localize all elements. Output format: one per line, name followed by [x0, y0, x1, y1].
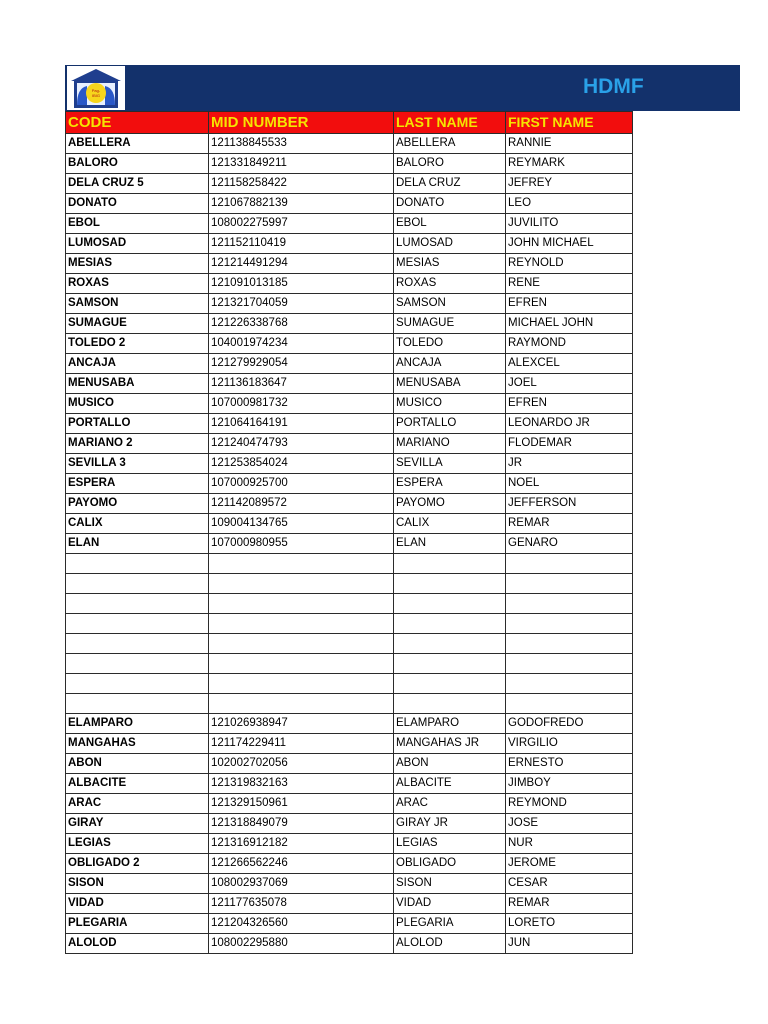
last-name-cell[interactable]: MENUSABA	[394, 374, 506, 394]
table-row	[66, 294, 633, 314]
last-name-cell[interactable]	[394, 634, 506, 654]
first-name-cell[interactable]	[506, 674, 633, 694]
first-name-cell[interactable]: NUR	[506, 834, 633, 854]
first-name-cell[interactable]: JR	[506, 454, 633, 474]
table-row	[66, 894, 633, 914]
table-row	[66, 734, 633, 754]
table-row	[66, 654, 633, 674]
table-row	[66, 254, 633, 274]
first-name-cell[interactable]: EFREN	[506, 294, 633, 314]
first-name-cell[interactable]: JUN	[506, 934, 633, 954]
mid-number-cell[interactable]: 121138845533	[209, 134, 394, 154]
first-name-cell[interactable]: LEONARDO JR	[506, 414, 633, 434]
column-header-mid-number[interactable]: MID NUMBER	[209, 112, 394, 134]
mid-number-cell[interactable]: 121316912182	[209, 834, 394, 854]
mid-number-cell[interactable]	[209, 634, 394, 654]
mid-number-cell[interactable]	[209, 614, 394, 634]
first-name-cell[interactable]	[506, 634, 633, 654]
code-cell[interactable]: SISON	[66, 874, 209, 894]
table-row	[66, 574, 633, 594]
code-cell[interactable]: LUMOSAD	[66, 234, 209, 254]
table-row	[66, 594, 633, 614]
logo-text-line2: IBIG	[91, 93, 101, 98]
table-row	[66, 534, 633, 554]
mid-number-cell[interactable]: 121174229411	[209, 734, 394, 754]
first-name-cell[interactable]: FLODEMAR	[506, 434, 633, 454]
last-name-cell[interactable]	[394, 674, 506, 694]
code-cell[interactable]: ANCAJA	[66, 354, 209, 374]
code-cell[interactable]: DELA CRUZ 5	[66, 174, 209, 194]
code-cell[interactable]: ABELLERA	[66, 134, 209, 154]
table-row	[66, 494, 633, 514]
first-name-cell[interactable]	[506, 654, 633, 674]
mid-number-cell[interactable]: 121177635078	[209, 894, 394, 914]
mid-number-cell[interactable]: 121158258422	[209, 174, 394, 194]
mid-number-cell[interactable]: 121321704059	[209, 294, 394, 314]
pag-ibig-logo-icon	[67, 66, 125, 110]
code-cell[interactable]: TOLEDO 2	[66, 334, 209, 354]
first-name-cell[interactable]: REYMARK	[506, 154, 633, 174]
last-name-cell[interactable]: ALOLOD	[394, 934, 506, 954]
table-row	[66, 614, 633, 634]
last-name-cell[interactable]: ARAC	[394, 794, 506, 814]
mid-number-cell[interactable]: 109004134765	[209, 514, 394, 534]
code-cell[interactable]: ABON	[66, 754, 209, 774]
mid-number-cell[interactable]: 121331849211	[209, 154, 394, 174]
code-cell[interactable]	[66, 634, 209, 654]
mid-number-cell[interactable]: 121318849079	[209, 814, 394, 834]
first-name-cell[interactable]	[506, 554, 633, 574]
last-name-cell[interactable]: ALBACITE	[394, 774, 506, 794]
mid-number-cell[interactable]: 121240474793	[209, 434, 394, 454]
mid-number-cell[interactable]: 121214491294	[209, 254, 394, 274]
table-row	[66, 174, 633, 194]
table-row	[66, 854, 633, 874]
code-cell[interactable]: MANGAHAS	[66, 734, 209, 754]
first-name-cell[interactable]: RAYMOND	[506, 334, 633, 354]
first-name-cell[interactable]: RANNIE	[506, 134, 633, 154]
code-cell[interactable]	[66, 554, 209, 574]
first-name-cell[interactable]: LEO	[506, 194, 633, 214]
code-cell[interactable]: PLEGARIA	[66, 914, 209, 934]
code-cell[interactable]	[66, 574, 209, 594]
first-name-cell[interactable]: REYMOND	[506, 794, 633, 814]
mid-number-cell[interactable]: 121067882139	[209, 194, 394, 214]
table-row	[66, 814, 633, 834]
mid-number-cell[interactable]: 102002702056	[209, 754, 394, 774]
column-header-last-name[interactable]: LAST NAME	[394, 112, 506, 134]
table-row	[66, 474, 633, 494]
last-name-cell[interactable]: SAMSON	[394, 294, 506, 314]
first-name-cell[interactable]: REMAR	[506, 514, 633, 534]
member-table	[65, 111, 633, 954]
last-name-cell[interactable]: MESIAS	[394, 254, 506, 274]
last-name-cell[interactable]: LEGIAS	[394, 834, 506, 854]
table-row	[66, 374, 633, 394]
first-name-cell[interactable]: GENARO	[506, 534, 633, 554]
code-cell[interactable]: VIDAD	[66, 894, 209, 914]
last-name-cell[interactable]: OBLIGADO	[394, 854, 506, 874]
code-cell[interactable]: ROXAS	[66, 274, 209, 294]
last-name-cell[interactable]: PAYOMO	[394, 494, 506, 514]
logo-text-line1: Pag-	[91, 88, 101, 93]
code-cell[interactable]: ELAN	[66, 534, 209, 554]
mid-number-cell[interactable]: 121064164191	[209, 414, 394, 434]
table-row	[66, 674, 633, 694]
first-name-cell[interactable]: EFREN	[506, 394, 633, 414]
first-name-cell[interactable]: JEFREY	[506, 174, 633, 194]
table-row	[66, 694, 633, 714]
mid-number-cell[interactable]: 121329150961	[209, 794, 394, 814]
first-name-cell[interactable]: REYNOLD	[506, 254, 633, 274]
first-name-cell[interactable]: VIRGILIO	[506, 734, 633, 754]
table-row	[66, 634, 633, 654]
code-cell[interactable]: CALIX	[66, 514, 209, 534]
table-row	[66, 394, 633, 414]
first-name-cell[interactable]: JEFFERSON	[506, 494, 633, 514]
mid-number-cell[interactable]: 121142089572	[209, 494, 394, 514]
table-row	[66, 234, 633, 254]
first-name-cell[interactable]: JIMBOY	[506, 774, 633, 794]
mid-number-cell[interactable]: 121226338768	[209, 314, 394, 334]
code-cell[interactable]	[66, 674, 209, 694]
code-cell[interactable]: ALBACITE	[66, 774, 209, 794]
code-cell[interactable]: SEVILLA 3	[66, 454, 209, 474]
table-row	[66, 774, 633, 794]
last-name-cell[interactable]: ROXAS	[394, 274, 506, 294]
mid-number-cell[interactable]: 108002275997	[209, 214, 394, 234]
table-row	[66, 134, 633, 154]
table-row	[66, 714, 633, 734]
column-header-first-name[interactable]: FIRST NAME	[506, 112, 633, 134]
table-row	[66, 794, 633, 814]
first-name-cell[interactable]: NOEL	[506, 474, 633, 494]
mid-number-cell[interactable]: 104001974234	[209, 334, 394, 354]
last-name-cell[interactable]: ESPERA	[394, 474, 506, 494]
last-name-cell[interactable]: LUMOSAD	[394, 234, 506, 254]
mid-number-cell[interactable]: 121279929054	[209, 354, 394, 374]
last-name-cell[interactable]: PLEGARIA	[394, 914, 506, 934]
mid-number-cell[interactable]: 121253854024	[209, 454, 394, 474]
banner-title: HDMF	[583, 75, 644, 98]
code-cell[interactable]: ESPERA	[66, 474, 209, 494]
code-cell[interactable]: BALORO	[66, 154, 209, 174]
mid-number-cell[interactable]: 121026938947	[209, 714, 394, 734]
first-name-cell[interactable]: REMAR	[506, 894, 633, 914]
first-name-cell[interactable]	[506, 614, 633, 634]
code-cell[interactable]: MENUSABA	[66, 374, 209, 394]
first-name-cell[interactable]: ERNESTO	[506, 754, 633, 774]
mid-number-cell[interactable]	[209, 574, 394, 594]
code-cell[interactable]	[66, 694, 209, 714]
table-row	[66, 274, 633, 294]
table-row	[66, 414, 633, 434]
code-cell[interactable]	[66, 654, 209, 674]
code-cell[interactable]: MESIAS	[66, 254, 209, 274]
last-name-cell[interactable]: TOLEDO	[394, 334, 506, 354]
table-row	[66, 214, 633, 234]
last-name-cell[interactable]: MARIANO	[394, 434, 506, 454]
code-cell[interactable]: MUSICO	[66, 394, 209, 414]
first-name-cell[interactable]	[506, 694, 633, 714]
table-body	[66, 134, 633, 954]
table-row	[66, 314, 633, 334]
last-name-cell[interactable]: MANGAHAS JR	[394, 734, 506, 754]
table-row	[66, 434, 633, 454]
mid-number-cell[interactable]: 121204326560	[209, 914, 394, 934]
code-cell[interactable]: OBLIGADO 2	[66, 854, 209, 874]
mid-number-cell[interactable]: 121319832163	[209, 774, 394, 794]
last-name-cell[interactable]: BALORO	[394, 154, 506, 174]
mid-number-cell[interactable]: 107000925700	[209, 474, 394, 494]
table-row	[66, 754, 633, 774]
last-name-cell[interactable]: GIRAY JR	[394, 814, 506, 834]
mid-number-cell[interactable]	[209, 674, 394, 694]
table-row	[66, 934, 633, 954]
code-cell[interactable]: EBOL	[66, 214, 209, 234]
first-name-cell[interactable]: JEROME	[506, 854, 633, 874]
code-cell[interactable]: SUMAGUE	[66, 314, 209, 334]
last-name-cell[interactable]: EBOL	[394, 214, 506, 234]
last-name-cell[interactable]: SUMAGUE	[394, 314, 506, 334]
first-name-cell[interactable]	[506, 574, 633, 594]
code-cell[interactable]	[66, 594, 209, 614]
last-name-cell[interactable]	[394, 594, 506, 614]
last-name-cell[interactable]: PORTALLO	[394, 414, 506, 434]
mid-number-cell[interactable]: 121136183647	[209, 374, 394, 394]
code-cell[interactable]: ELAMPARO	[66, 714, 209, 734]
mid-number-cell[interactable]: 121091013185	[209, 274, 394, 294]
first-name-cell[interactable]: CESAR	[506, 874, 633, 894]
last-name-cell[interactable]: DONATO	[394, 194, 506, 214]
code-cell[interactable]: ALOLOD	[66, 934, 209, 954]
mid-number-cell[interactable]	[209, 594, 394, 614]
last-name-cell[interactable]	[394, 574, 506, 594]
last-name-cell[interactable]: DELA CRUZ	[394, 174, 506, 194]
first-name-cell[interactable]	[506, 594, 633, 614]
first-name-cell[interactable]: ALEXCEL	[506, 354, 633, 374]
mid-number-cell[interactable]: 108002937069	[209, 874, 394, 894]
last-name-cell[interactable]: CALIX	[394, 514, 506, 534]
last-name-cell[interactable]: ABON	[394, 754, 506, 774]
code-cell[interactable]: PAYOMO	[66, 494, 209, 514]
table-row	[66, 154, 633, 174]
code-cell[interactable]: SAMSON	[66, 294, 209, 314]
table-row	[66, 834, 633, 854]
last-name-cell[interactable]	[394, 554, 506, 574]
code-cell[interactable]: PORTALLO	[66, 414, 209, 434]
mid-number-cell[interactable]: 108002295880	[209, 934, 394, 954]
mid-number-cell[interactable]: 107000981732	[209, 394, 394, 414]
code-cell[interactable]: LEGIAS	[66, 834, 209, 854]
first-name-cell[interactable]: JOHN MICHAEL	[506, 234, 633, 254]
mid-number-cell[interactable]	[209, 694, 394, 714]
last-name-cell[interactable]: ABELLERA	[394, 134, 506, 154]
last-name-cell[interactable]: SISON	[394, 874, 506, 894]
last-name-cell[interactable]: SEVILLA	[394, 454, 506, 474]
table-row	[66, 914, 633, 934]
table-row	[66, 354, 633, 374]
last-name-cell[interactable]: MUSICO	[394, 394, 506, 414]
last-name-cell[interactable]: ANCAJA	[394, 354, 506, 374]
mid-number-cell[interactable]: 121266562246	[209, 854, 394, 874]
table-row	[66, 514, 633, 534]
table-row	[66, 874, 633, 894]
first-name-cell[interactable]: LORETO	[506, 914, 633, 934]
last-name-cell[interactable]: ELAMPARO	[394, 714, 506, 734]
mid-number-cell[interactable]: 121152110419	[209, 234, 394, 254]
last-name-cell[interactable]	[394, 654, 506, 674]
table-row	[66, 194, 633, 214]
table-row	[66, 554, 633, 574]
first-name-cell[interactable]: GODOFREDO	[506, 714, 633, 734]
last-name-cell[interactable]: VIDAD	[394, 894, 506, 914]
mid-number-cell[interactable]: 107000980955	[209, 534, 394, 554]
table-row	[66, 454, 633, 474]
table-row	[66, 334, 633, 354]
table-header-row	[66, 112, 633, 134]
last-name-cell[interactable]	[394, 614, 506, 634]
first-name-cell[interactable]: JOSE	[506, 814, 633, 834]
first-name-cell[interactable]: JUVILITO	[506, 214, 633, 234]
mid-number-cell[interactable]	[209, 654, 394, 674]
first-name-cell[interactable]: MICHAEL JOHN	[506, 314, 633, 334]
mid-number-cell[interactable]	[209, 554, 394, 574]
last-name-cell[interactable]	[394, 694, 506, 714]
first-name-cell[interactable]: JOEL	[506, 374, 633, 394]
code-cell[interactable]: DONATO	[66, 194, 209, 214]
column-header-code[interactable]: CODE	[66, 112, 209, 134]
code-cell[interactable]: ARAC	[66, 794, 209, 814]
last-name-cell[interactable]: ELAN	[394, 534, 506, 554]
code-cell[interactable]: GIRAY	[66, 814, 209, 834]
first-name-cell[interactable]: RENE	[506, 274, 633, 294]
code-cell[interactable]	[66, 614, 209, 634]
code-cell[interactable]: MARIANO 2	[66, 434, 209, 454]
